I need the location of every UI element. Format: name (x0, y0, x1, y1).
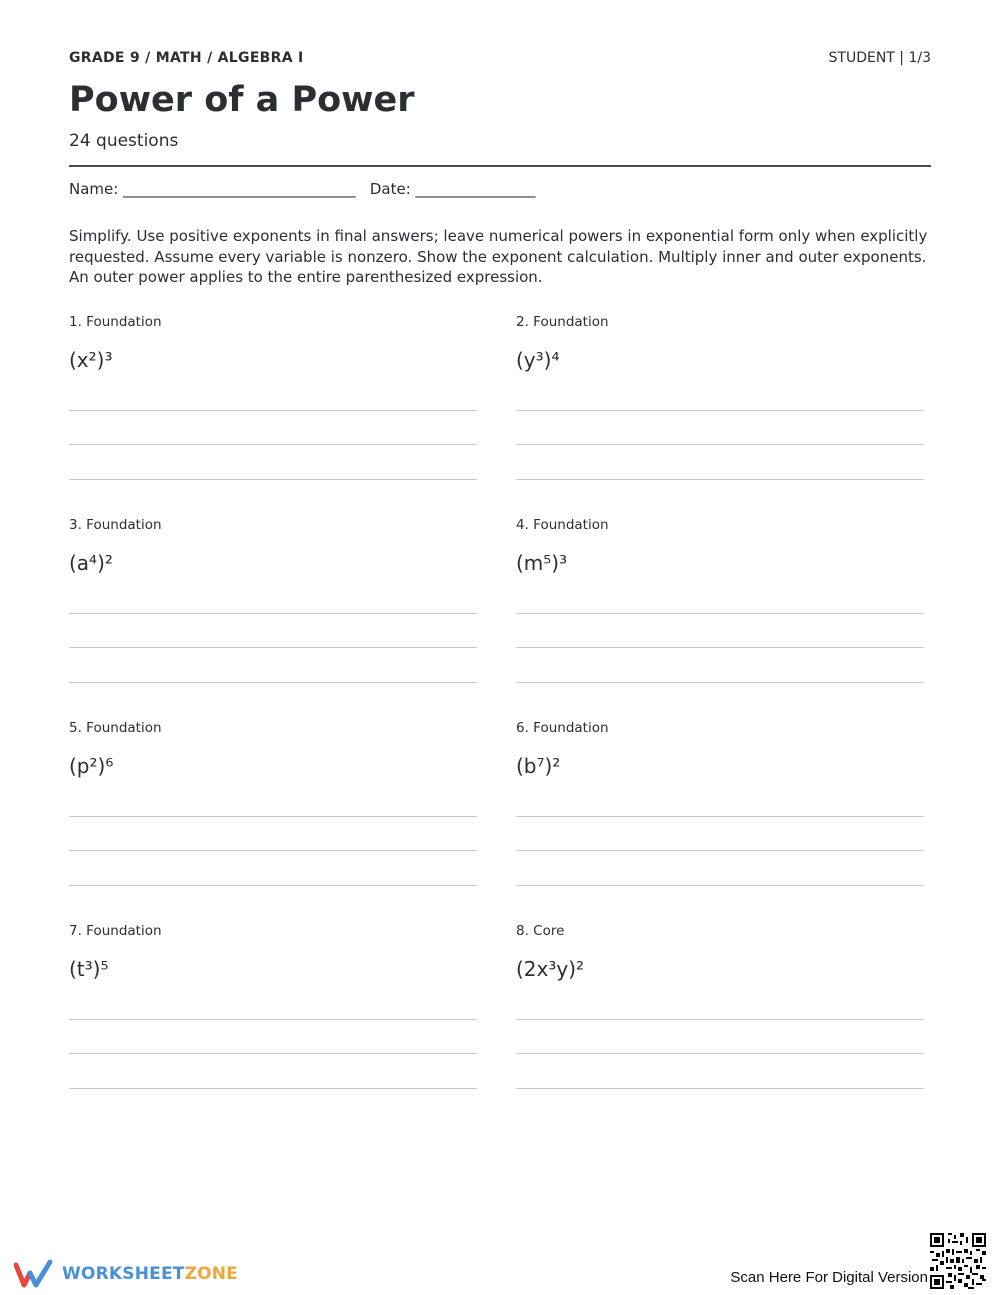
scan-text: Scan Here For Digital Version (730, 1269, 928, 1286)
question-label: 2. Foundation (516, 314, 609, 330)
answer-line[interactable] (516, 444, 924, 445)
header-divider (69, 165, 931, 167)
answer-line[interactable] (69, 1053, 477, 1054)
answer-line[interactable] (516, 850, 924, 851)
answer-line[interactable] (69, 816, 477, 817)
question-label: 1. Foundation (69, 314, 162, 330)
answer-line[interactable] (69, 885, 477, 886)
question-label: 4. Foundation (516, 517, 609, 533)
answer-line[interactable] (516, 885, 924, 886)
question-label: 8. Core (516, 923, 565, 939)
question-count: 24 questions (69, 131, 179, 151)
question-expression: (b⁷)² (516, 754, 561, 778)
answer-line[interactable] (516, 410, 924, 411)
header-bar (69, 50, 931, 70)
answer-line[interactable] (516, 647, 924, 648)
answer-line[interactable] (69, 647, 477, 648)
answer-line[interactable] (516, 1053, 924, 1054)
instructions: Simplify. Use positive exponents in final answers; leave numerical powers in exponential form only when explicitly requested. Assume every variable is nonzero. Show the exponent calculation. Multiply inner and outer exponents. An outer power applies to the entire parenthesized expression. (69, 227, 928, 286)
question-1 (69, 313, 477, 483)
answer-line[interactable] (516, 816, 924, 817)
question-label: 3. Foundation (69, 517, 162, 533)
question-expression: (a⁴)² (69, 551, 113, 575)
question-8 (516, 922, 924, 1092)
breadcrumb: GRADE 9 / MATH / ALGEBRA I (69, 50, 304, 66)
worksheetzone-logo[interactable] (14, 1259, 244, 1289)
worksheetzone-logo-icon (14, 1259, 56, 1289)
answer-line[interactable] (516, 682, 924, 683)
question-expression: (x²)³ (69, 348, 113, 372)
qr-code-icon[interactable] (930, 1233, 986, 1289)
answer-line[interactable] (69, 850, 477, 851)
question-4 (516, 516, 924, 686)
question-label: 6. Foundation (516, 720, 609, 736)
answer-line[interactable] (516, 479, 924, 480)
answer-line[interactable] (69, 682, 477, 683)
question-6 (516, 719, 924, 889)
question-expression: (y³)⁴ (516, 348, 560, 372)
question-3 (69, 516, 477, 686)
question-expression: (t³)⁵ (69, 957, 109, 981)
answer-line[interactable] (516, 613, 924, 614)
answer-line[interactable] (69, 444, 477, 445)
question-5 (69, 719, 477, 889)
question-2 (516, 313, 924, 483)
answer-line[interactable] (69, 479, 477, 480)
question-label: 5. Foundation (69, 720, 162, 736)
name-date-fields: Name: _______________________________ Date: ________________ (69, 180, 536, 198)
page-info: STUDENT | 1/3 (828, 50, 931, 66)
answer-line[interactable] (516, 1088, 924, 1089)
logo-text-zone: ZONE (184, 1264, 238, 1284)
logo-text (62, 1264, 238, 1284)
answer-line[interactable] (69, 613, 477, 614)
question-expression: (p²)⁶ (69, 754, 114, 778)
question-expression: (m⁵)³ (516, 551, 568, 575)
question-label: 7. Foundation (69, 923, 162, 939)
page-title: Power of a Power (69, 80, 415, 120)
question-expression: (2x³y)² (516, 957, 585, 981)
answer-line[interactable] (69, 1019, 477, 1020)
question-7 (69, 922, 477, 1092)
answer-line[interactable] (516, 1019, 924, 1020)
answer-line[interactable] (69, 1088, 477, 1089)
answer-line[interactable] (69, 410, 477, 411)
logo-text-worksheet: WORKSHEET (62, 1264, 185, 1284)
